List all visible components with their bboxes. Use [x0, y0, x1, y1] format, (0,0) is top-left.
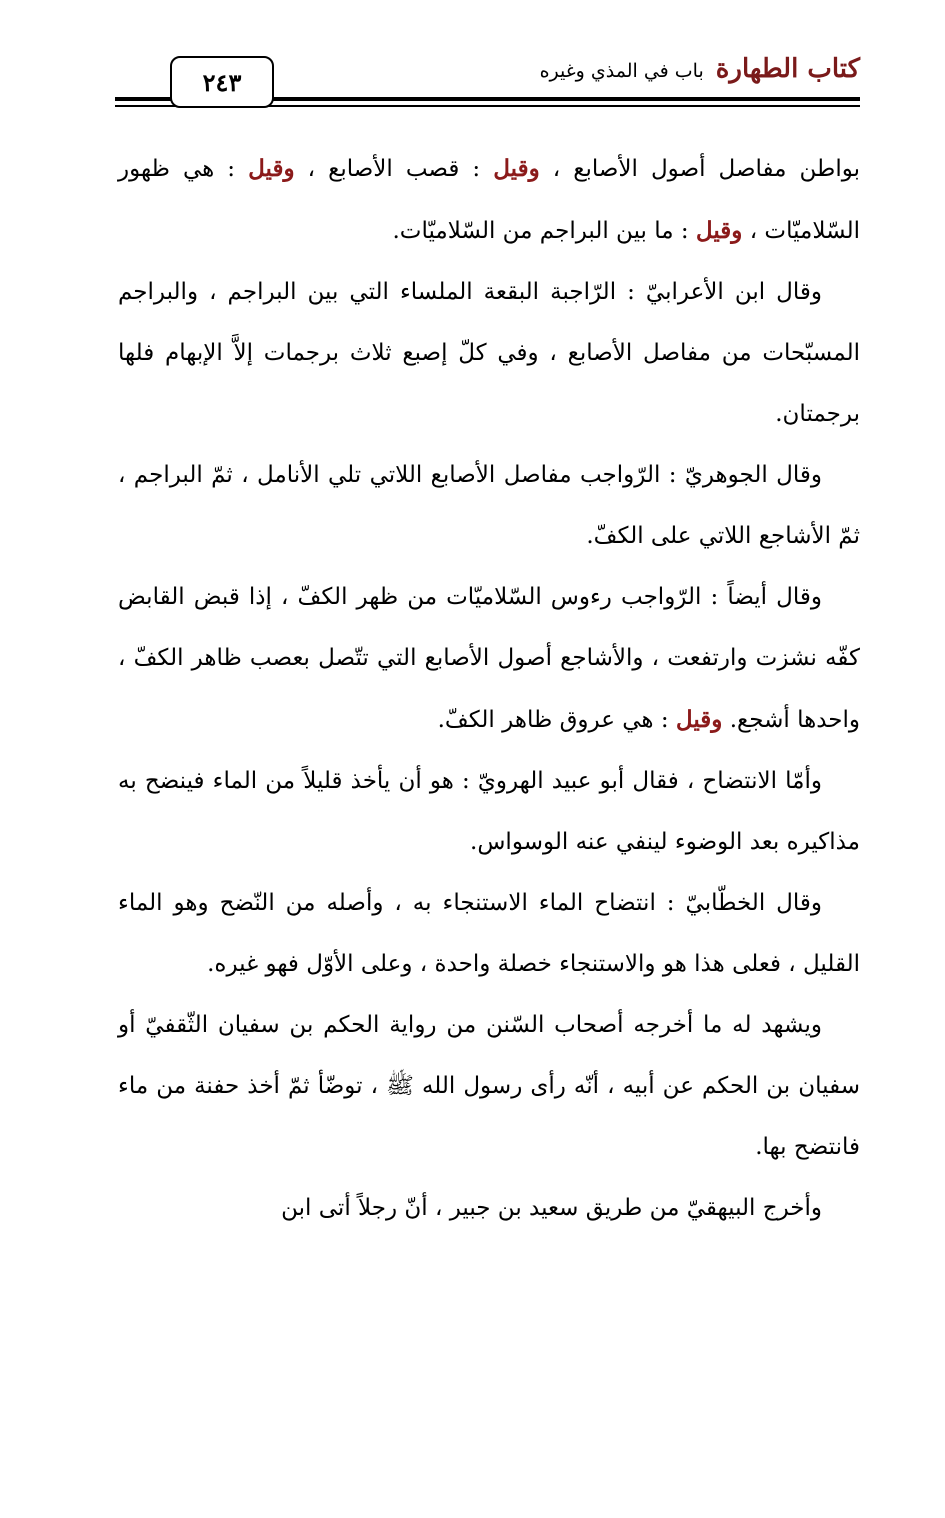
paragraph — [118, 1178, 860, 1239]
body-text — [118, 138, 860, 1239]
keyword-qila: وقيل — [493, 155, 540, 182]
paragraph — [118, 751, 860, 873]
page-number: ٢٤٣ — [170, 56, 274, 108]
keyword-qila: وقيل — [695, 217, 743, 244]
text-segment: : هي عروق ظاهر الكفّ. — [437, 707, 676, 733]
paragraph — [118, 873, 860, 995]
paragraph — [118, 138, 860, 262]
paragraph — [118, 445, 860, 567]
text-segment: بواطن مفاصل أصول الأصابع ، — [539, 156, 860, 182]
keyword-qila: وقيل — [248, 155, 295, 182]
chapter-title: باب في المذي وغيره — [539, 60, 704, 82]
paragraph — [118, 995, 860, 1178]
book-title: كتاب الطهارة — [715, 54, 860, 84]
text-segment: : هي ظهور السّلاميّات ، — [118, 156, 860, 244]
paragraph — [118, 567, 860, 751]
text-segment: وقال الخطّابيّ : انتضاح الماء الاستنجاء به ، وأصله من النّضح وهو الماء القليل ، فعلى هذا هو والاستنجاء خصلة واحدة ، وعلى الأوّل فهو غيره. — [118, 890, 860, 977]
text-segment: : قصب الأصابع ، — [294, 156, 494, 182]
paragraph — [118, 262, 860, 445]
keyword-qila: وقيل — [675, 706, 723, 733]
text-segment: ويشهد له ما أخرجه أصحاب السّنن من رواية الحكم بن سفيان الثّقفيّ أو سفيان بن الحكم عن أبيه ، أنّه رأى رسول الله ﷺ ، توضّأ ثمّ أخذ حفنة من ماء فانتضح بها. — [118, 1012, 860, 1160]
text-segment: وأمّا الانتضاح ، فقال أبو عبيد الهرويّ : هو أن يأخذ قليلاً من الماء فينضح به مذاكيره بعد الوضوء لينفي عنه الوسواس. — [118, 768, 860, 855]
page-header — [115, 52, 860, 112]
text-segment: وأخرج البيهقيّ من طريق سعيد بن جبير ، أنّ رجلاً أتى ابن — [281, 1195, 822, 1221]
text-segment: وقال أيضاً : الرّواجب رءوس السّلاميّات من ظهر الكفّ ، إذا قبض القابض كفّه نشزت وارتفعت ، والأشاجع أصول الأصابع التي تتّصل بعصب ظاهر الكفّ ، واحدها أشجع. — [118, 584, 860, 733]
running-head — [540, 54, 860, 84]
text-segment: وقال الجوهريّ : الرّواجب مفاصل الأصابع اللاتي تلي الأنامل ، ثمّ البراجم ، ثمّ الأشاجع اللاتي على الكفّ. — [118, 462, 860, 549]
text-segment: وقال ابن الأعرابيّ : الرّاجبة البقعة الملساء التي بين البراجم ، والبراجم المسبّحات من مفاصل الأصابع ، وفي كلّ إصبع ثلاث برجمات إلاَّ الإبهام فلها برجمتان. — [118, 279, 860, 427]
text-segment: : ما بين البراجم من السّلاميّات. — [392, 218, 696, 244]
